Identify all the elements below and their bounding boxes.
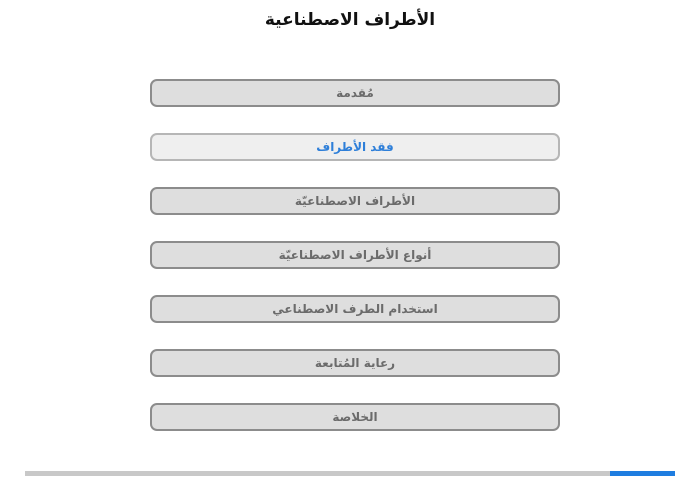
menu-item-using-prosthesis[interactable]: استخدام الطرف الاصطناعي bbox=[150, 295, 560, 323]
menu-item-summary[interactable]: الخلاصة bbox=[150, 403, 560, 431]
progress-bar bbox=[25, 471, 675, 476]
menu-item-prosthetic-types[interactable]: أنواع الأطراف الاصطناعيّة bbox=[150, 241, 560, 269]
progress-bar-fill bbox=[610, 471, 675, 476]
menu-item-limb-loss[interactable]: فقد الأطراف bbox=[150, 133, 560, 161]
menu-item-prosthetics[interactable]: الأطراف الاصطناعيّة bbox=[150, 187, 560, 215]
menu-item-introduction[interactable]: مُقدمة bbox=[150, 79, 560, 107]
page-title: الأطراف الاصطناعية bbox=[264, 10, 436, 30]
menu-item-follow-up-care[interactable]: رعاية المُتابعة bbox=[150, 349, 560, 377]
chapter-menu bbox=[150, 79, 560, 457]
